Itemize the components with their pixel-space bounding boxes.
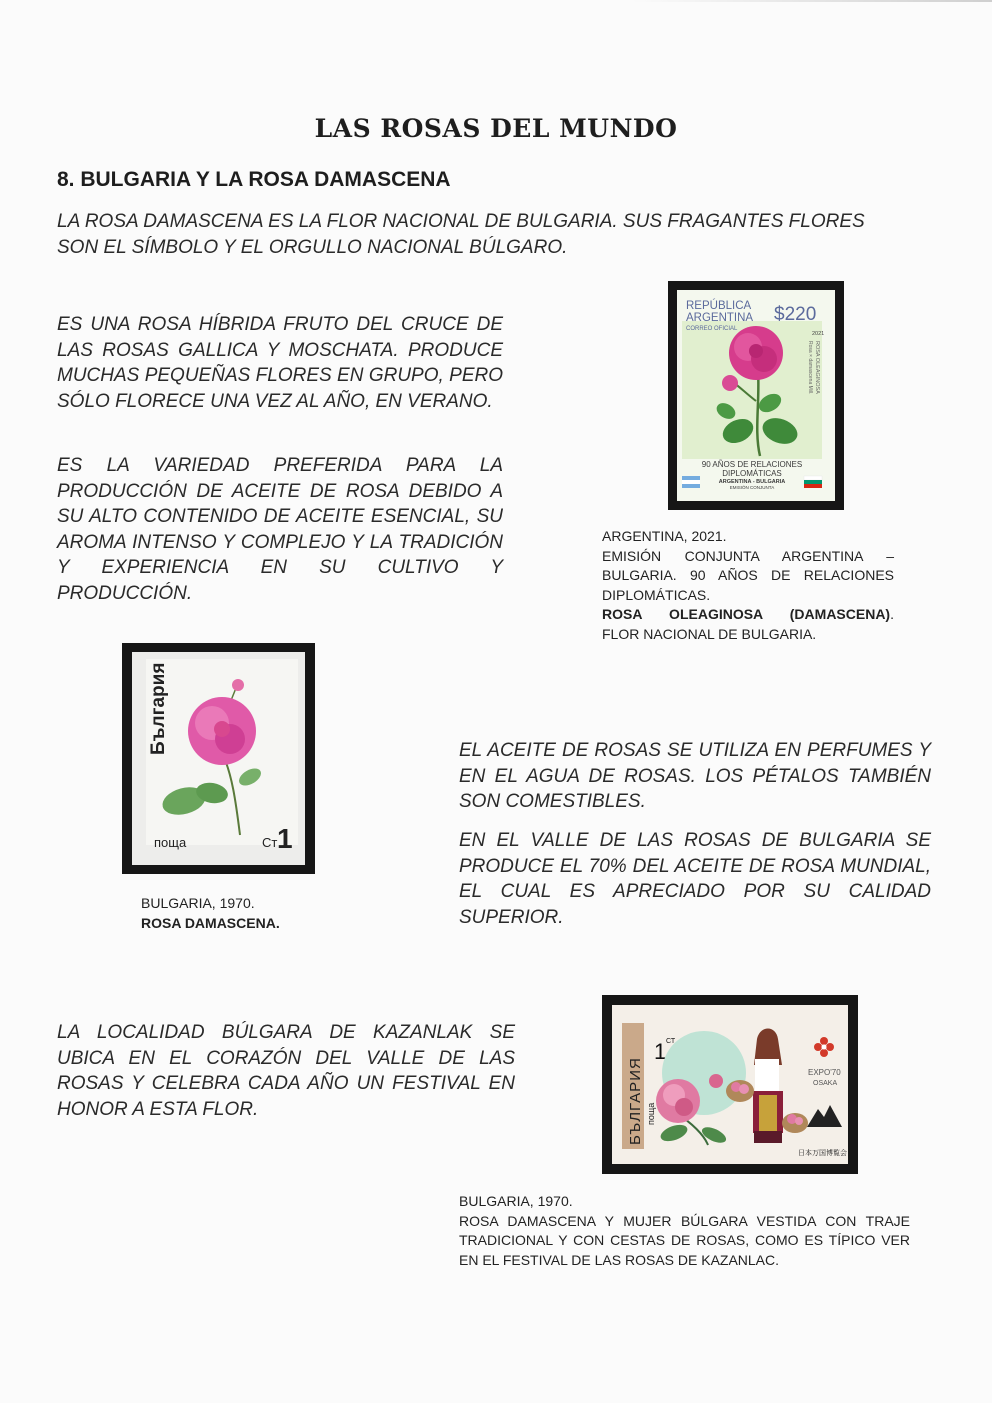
caption-argentina bbox=[602, 527, 894, 644]
page-title: LAS ROSAS DEL MUNDO bbox=[314, 114, 678, 143]
stamp-ar-country-1: REPÚBLICA bbox=[686, 300, 752, 312]
caption-bulgaria-1 bbox=[141, 894, 341, 933]
caption-ar-year: ARGENTINA, 2021. bbox=[602, 528, 727, 544]
caption-ar-end: FLOR NACIONAL DE BULGARIA. bbox=[602, 625, 817, 642]
stamp-bg2-expo-2: OSAKA bbox=[813, 1080, 838, 1087]
stamp-bg1-posta: поща bbox=[154, 835, 187, 850]
stamp-argentina bbox=[668, 281, 844, 510]
intro-text: LA ROSA DAMASCENA ES LA FLOR NACIONAL DE BULGARIA. SUS FRAGANTES FLORES SON EL SÍMBOLO Y EL ORGULLO NACIONAL BÚLGARO. bbox=[57, 211, 865, 258]
stamp-ar-footer-2: DIPLOMÁTICAS bbox=[722, 469, 782, 478]
stamp-bulgaria-1970-rose bbox=[122, 643, 315, 874]
stamp-bg2-ct: СТ bbox=[666, 1038, 676, 1045]
stamp-ar-footer-4: EMISIÓN CONJUNTA bbox=[729, 485, 775, 490]
stamp-bg2-japanese: 日本万国博覧会 bbox=[798, 1149, 847, 1157]
stamp-bg2-country: БЪЛГАРИЯ bbox=[627, 1057, 644, 1145]
stamp-bg2-value: 1 bbox=[654, 1039, 667, 1064]
caption-bg1-bold: ROSA DAMASCENA. bbox=[141, 914, 280, 931]
stamp-bg1-ct: Ст bbox=[262, 835, 278, 850]
stamp-ar-footer-3: ARGENTINA - BULGARIA bbox=[718, 479, 786, 485]
stamp-ar-footer-1: 90 AÑOS DE RELACIONES bbox=[701, 460, 803, 469]
stamp-ar-side-2: Rosa × damascena Mill. bbox=[807, 341, 813, 395]
stamp-ar-value: $220 bbox=[774, 304, 817, 325]
caption-ar-bold-line: ROSA OLEAGINOSA (DAMASCENA) . bbox=[602, 605, 894, 625]
section-title: 8. BULGARIA Y LA ROSA DAMASCENA bbox=[57, 168, 451, 191]
caption-bg2-desc: ROSA DAMASCENA Y MUJER BÚLGARA VESTIDA CON TRAJE TRADICIONAL Y CON CESTAS DE ROSAS, COMO ES TÍPICO VER EN EL FESTIVAL DE LAS ROSAS DE KAZANLAC. bbox=[459, 1212, 910, 1268]
paragraph-uses: EL ACEITE DE ROSAS SE UTILIZA EN PERFUMES Y EN EL AGUA DE ROSAS. LOS PÉTALOS TAMBIÉN SON COMESTIBLES. bbox=[459, 740, 931, 813]
argentina-flag-icon bbox=[682, 476, 700, 488]
caption-bg2-year: BULGARIA, 1970. bbox=[459, 1193, 573, 1209]
paragraph-oil-production: ES LA VARIEDAD PREFERIDA PARA LA PRODUCCIÓN DE ACEITE DE ROSA DEBIDO A SU ALTO CONTENIDO DE ACEITE ESENCIAL, SU AROMA INTENSO Y COMPLEJO Y LA TRADICIÓN Y EXPERIENCIA EN SU CULTIVO Y PRODUCCIÓN. bbox=[57, 455, 503, 604]
paragraph-valley: EN EL VALLE DE LAS ROSAS DE BULGARIA SE PRODUCE EL 70% DEL ACEITE DE ROSA MUNDIAL, EL CUAL ES APRECIADO POR SU CALIDAD SUPERIOR. bbox=[459, 830, 931, 928]
scan-edge-line bbox=[632, 0, 992, 2]
paragraph-kazanlak: LA LOCALIDAD BÚLGARA DE KAZANLAK SE UBICA EN EL CORAZÓN DEL VALLE DE LAS ROSAS Y CELEBRA CADA AÑO UN FESTIVAL EN HONOR A ESTA FLOR. bbox=[57, 1022, 515, 1120]
caption-bulgaria-2 bbox=[459, 1192, 910, 1270]
stamp-bg1-country: България bbox=[148, 662, 169, 755]
stamp-ar-year: 2021 bbox=[812, 331, 825, 337]
caption-bg1-year: BULGARIA, 1970. bbox=[141, 895, 255, 911]
stamp-bg2-posta: поща bbox=[646, 1102, 656, 1125]
bulgaria-flag-icon bbox=[804, 476, 822, 488]
stamp-ar-country-2: ARGENTINA bbox=[686, 312, 754, 324]
stamp-bulgaria-1970-expo bbox=[602, 995, 858, 1174]
caption-ar-desc: EMISIÓN CONJUNTA ARGENTINA – BULGARIA. 90 AÑOS DE RELACIONES DIPLOMÁTICAS. bbox=[602, 547, 894, 603]
stamp-bg2-expo-1: EXPO'70 bbox=[808, 1068, 841, 1077]
paragraph-hybrid: ES UNA ROSA HÍBRIDA FRUTO DEL CRUCE DE LAS ROSAS GALLICA Y MOSCHATA. PRODUCE MUCHAS PEQUEÑAS FLORES EN GRUPO, PERO SÓLO FLORECE UNA VEZ AL AÑO, EN VERANO. bbox=[57, 314, 503, 412]
stamp-ar-official: CORREO OFICIAL bbox=[686, 326, 738, 332]
caption-ar-bold: ROSA OLEAGINOSA (DAMASCENA) bbox=[602, 606, 891, 622]
stamp-bg1-value: 1 bbox=[277, 823, 293, 854]
stamp-ar-side-1: ROSA OLEAGINOSA bbox=[814, 341, 820, 394]
